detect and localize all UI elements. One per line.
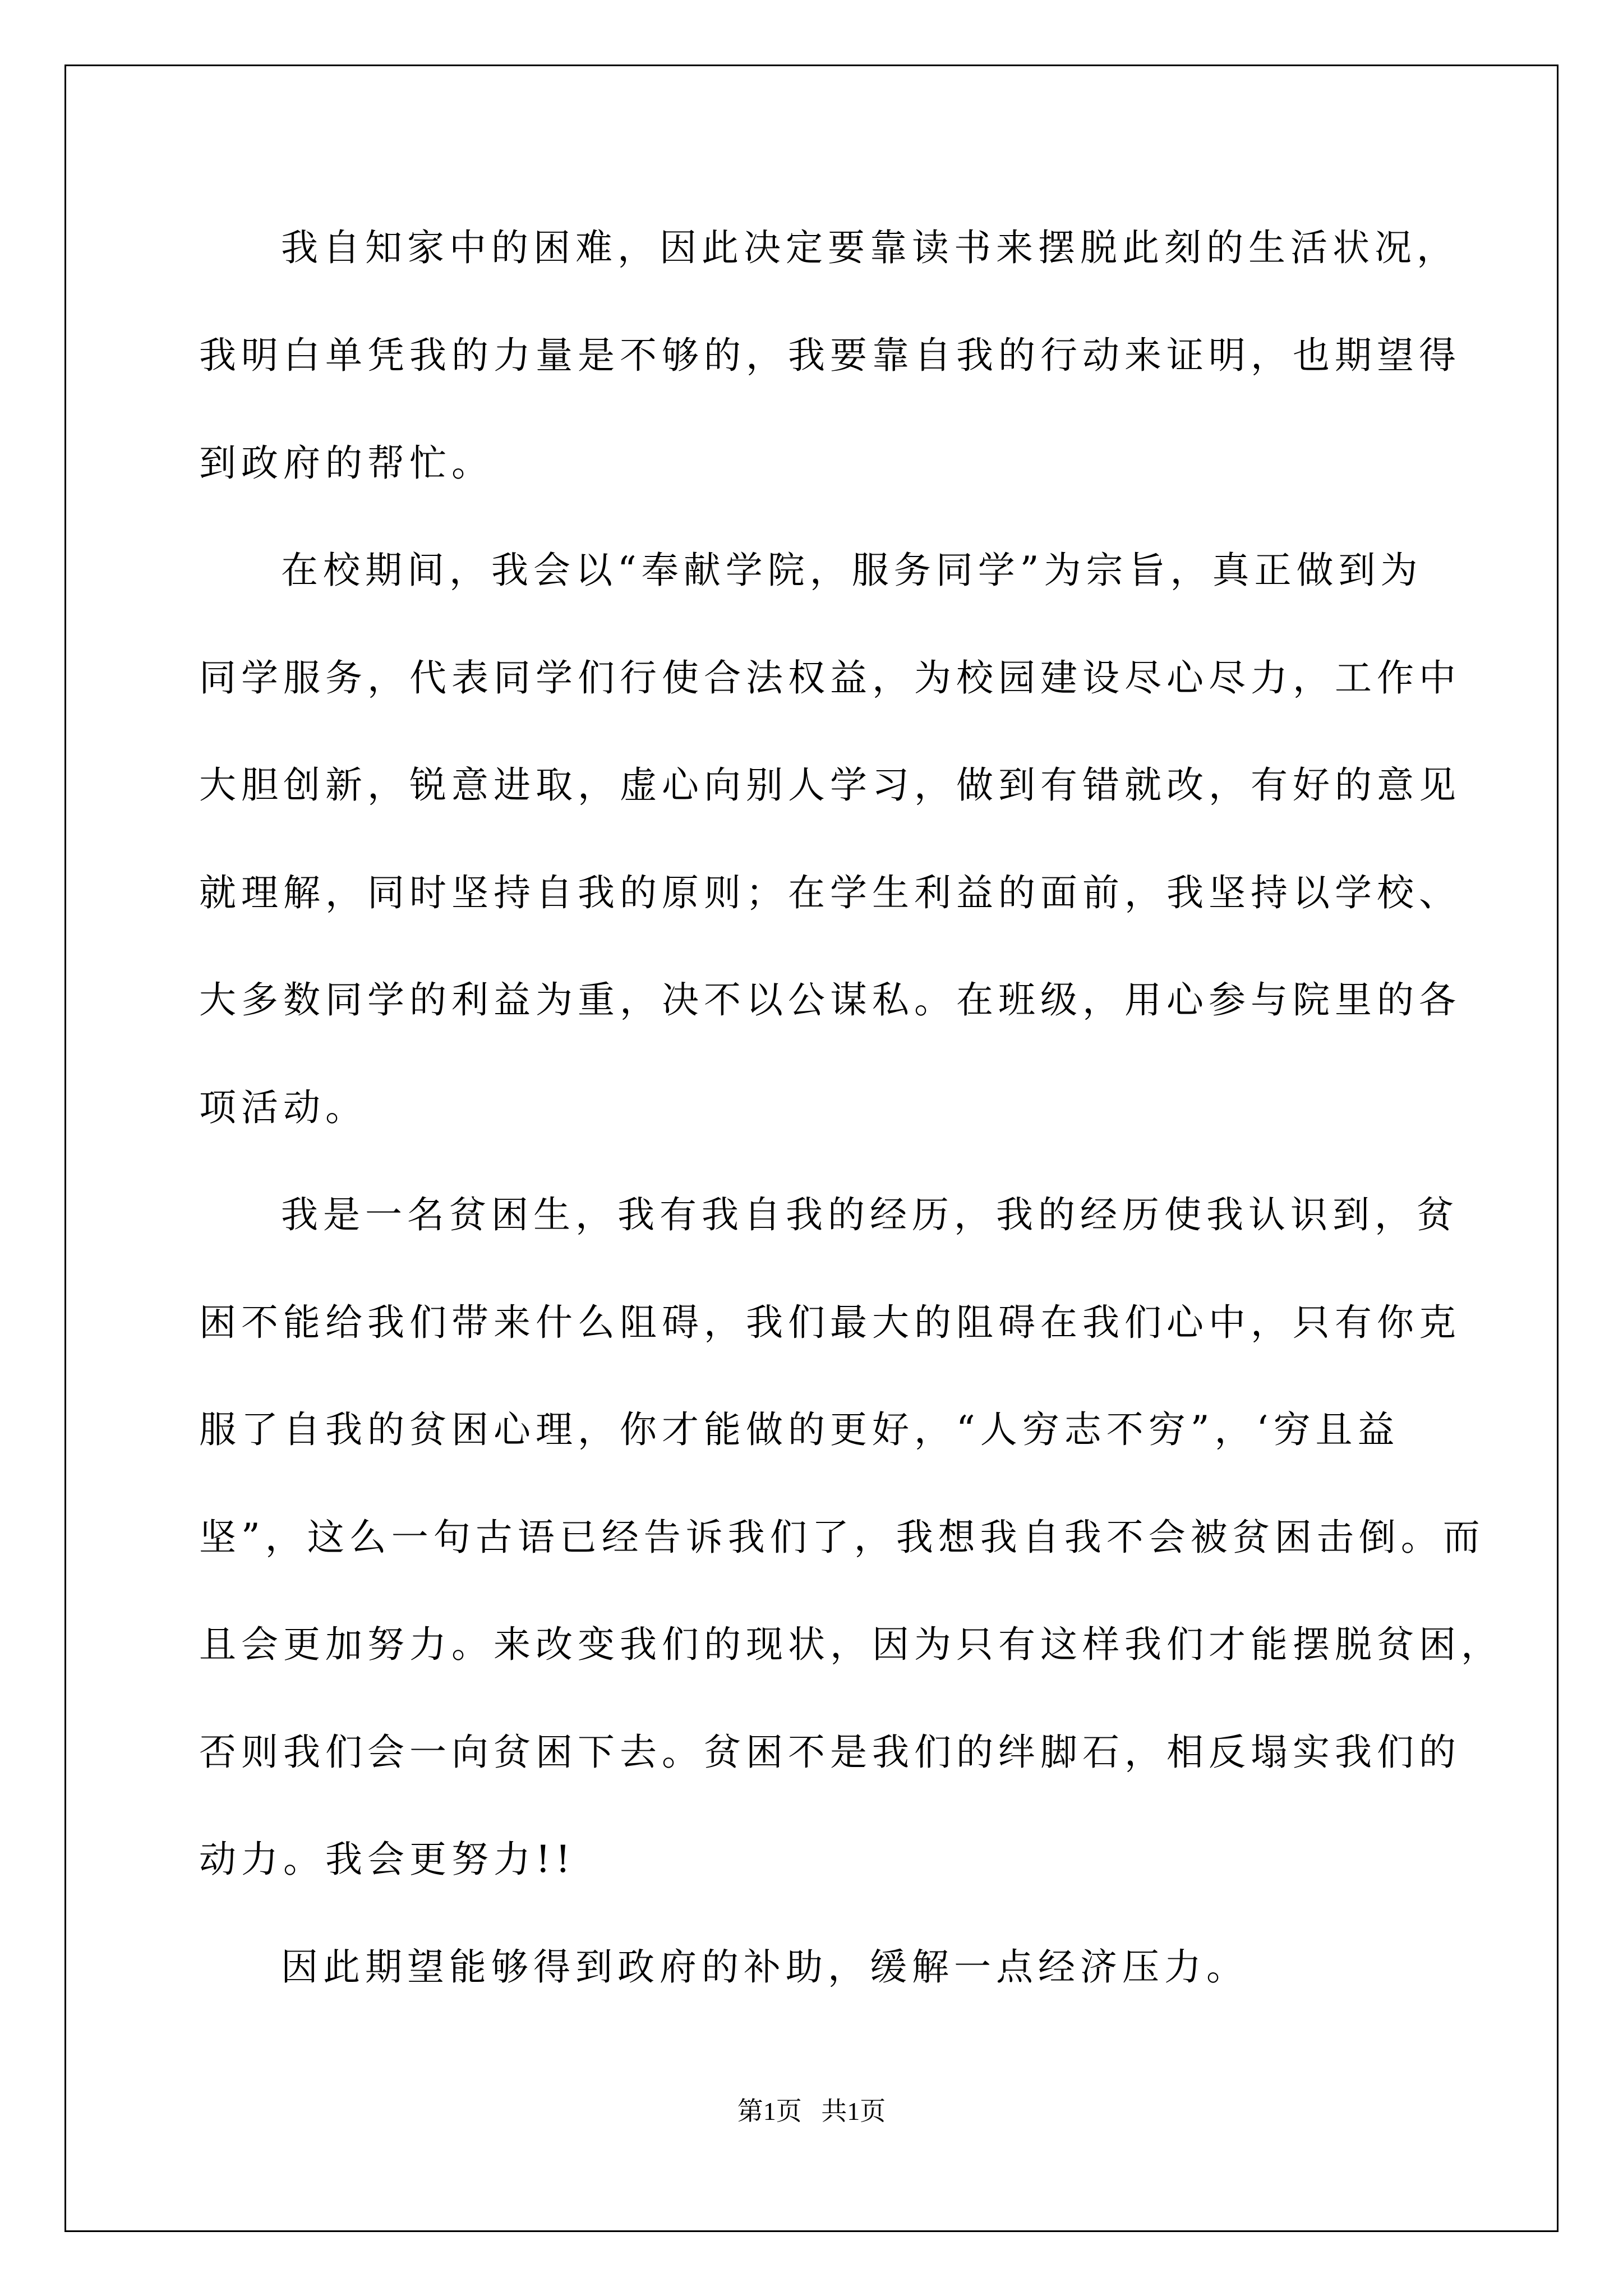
paragraph-1-line-3: 到政府的帮忙。 [199, 441, 494, 485]
paragraph-3-line-2: 困不能给我们带来什么阻碍，我们最大的阻碍在我们心中，只有你克 [199, 1301, 1461, 1344]
paragraph-2-line-3: 大胆创新，锐意进取，虚心向别人学习，做到有错就改，有好的意见 [199, 763, 1461, 807]
paragraph-2-line-2: 同学服务，代表同学们行使合法权益，为校园建设尽心尽力，工作中 [199, 656, 1461, 700]
paragraph-1-line-2: 我明白单凭我的力量是不够的，我要靠自我的行动来证明，也期望得 [199, 334, 1461, 377]
paragraph-2-line-6: 项活动。 [199, 1086, 367, 1129]
paragraph-3-line-6: 否则我们会一向贫困下去。贫困不是我们的绊脚石，相反塌实我们的 [199, 1731, 1461, 1774]
paragraph-1-line-1: 我自知家中的困难，因此决定要靠读书来摆脱此刻的生活状况， [281, 226, 1459, 269]
paragraph-3-line-1: 我是一名贫困生，我有我自我的经历，我的经历使我认识到，贫 [281, 1193, 1459, 1236]
paragraph-3-line-7: 动力。我会更努力!! [199, 1838, 576, 1881]
paragraph-3-line-5: 且会更加努力。来改变我们的现状，因为只有这样我们才能摆脱贫困， [199, 1623, 1503, 1666]
paragraph-3-line-3: 服了自我的贫困心理，你才能做的更好，“人穷志不穷”，‘穷且益 [199, 1408, 1400, 1451]
page-number-footer: 第1页 共1页 [737, 2097, 886, 2125]
paragraph-2-line-4: 就理解，同时坚持自我的原则；在学生利益的面前，我坚持以学校、 [199, 871, 1461, 914]
page-border [64, 65, 1559, 2232]
paragraph-3-line-4: 坚”，这么一句古语已经告诉我们了，我想我自我不会被贫困击倒。而 [199, 1516, 1485, 1559]
paragraph-2-line-5: 大多数同学的利益为重，决不以公谋私。在班级，用心参与院里的各 [199, 978, 1461, 1022]
paragraph-4-line-1: 因此期望能够得到政府的补助，缓解一点经济压力。 [281, 1945, 1248, 1989]
paragraph-2-line-1: 在校期间，我会以“奉献学院，服务同学”为宗旨，真正做到为 [281, 549, 1423, 592]
